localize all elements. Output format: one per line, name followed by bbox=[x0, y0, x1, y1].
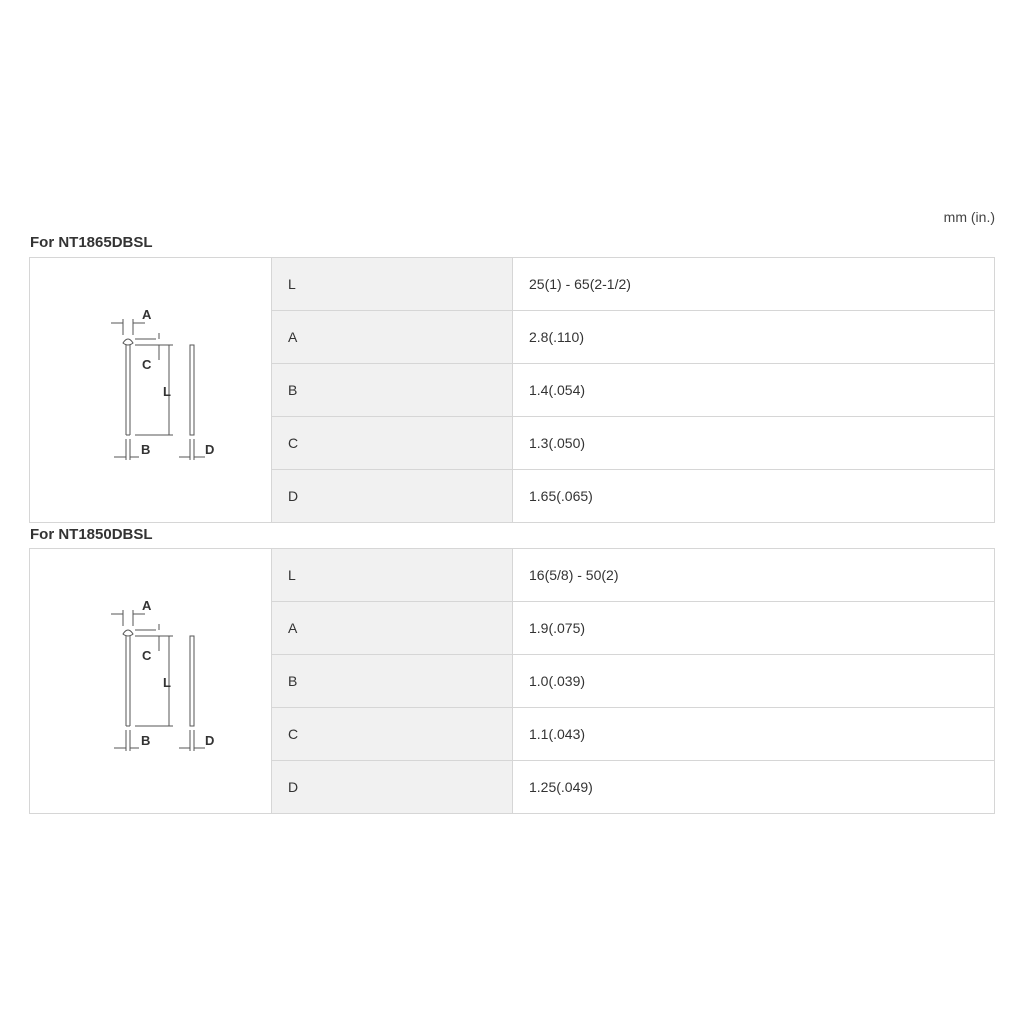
nail-dimension-diagram bbox=[81, 305, 221, 475]
spec-table-nt1850dbsl bbox=[29, 548, 995, 814]
spec-key: A bbox=[272, 311, 513, 364]
diagram-label-d: D bbox=[204, 733, 214, 748]
spec-value: 16(5/8) - 50(2) bbox=[513, 549, 995, 602]
diagram-label-l: L bbox=[162, 384, 171, 399]
spec-value: 1.0(.039) bbox=[513, 655, 995, 708]
table-row bbox=[30, 258, 995, 311]
spec-value: 1.9(.075) bbox=[513, 602, 995, 655]
spec-value: 1.3(.050) bbox=[513, 417, 995, 470]
spec-table-nt1865dbsl bbox=[29, 257, 995, 523]
spec-key: C bbox=[272, 417, 513, 470]
spec-value: 1.4(.054) bbox=[513, 364, 995, 417]
diagram-label-b: B bbox=[140, 733, 150, 748]
diagram-label-a: A bbox=[141, 598, 151, 613]
diagram-label-b: B bbox=[140, 442, 150, 457]
spec-key: B bbox=[272, 655, 513, 708]
section-title-nt1850dbsl: For NT1850DBSL bbox=[30, 526, 153, 543]
diagram-label-l: L bbox=[162, 675, 171, 690]
spec-key: A bbox=[272, 602, 513, 655]
spec-value: 1.25(.049) bbox=[513, 761, 995, 814]
diagram-label-c: C bbox=[141, 357, 151, 372]
spec-key: D bbox=[272, 761, 513, 814]
table-row bbox=[30, 549, 995, 602]
spec-key: L bbox=[272, 258, 513, 311]
spec-value: 25(1) - 65(2-1/2) bbox=[513, 258, 995, 311]
spec-key: L bbox=[272, 549, 513, 602]
spec-value: 2.8(.110) bbox=[513, 311, 995, 364]
spec-value: 1.1(.043) bbox=[513, 708, 995, 761]
spec-value: 1.65(.065) bbox=[513, 470, 995, 523]
units-label: mm (in.) bbox=[943, 209, 995, 225]
spec-key: B bbox=[272, 364, 513, 417]
diagram-label-c: C bbox=[141, 648, 151, 663]
nail-diagram-cell bbox=[30, 258, 272, 523]
spec-key: C bbox=[272, 708, 513, 761]
spec-key: D bbox=[272, 470, 513, 523]
nail-diagram-cell bbox=[30, 549, 272, 814]
nail-dimension-diagram bbox=[81, 596, 221, 766]
diagram-label-a: A bbox=[141, 307, 151, 322]
diagram-label-d: D bbox=[204, 442, 214, 457]
section-title-nt1865dbsl: For NT1865DBSL bbox=[30, 234, 153, 251]
